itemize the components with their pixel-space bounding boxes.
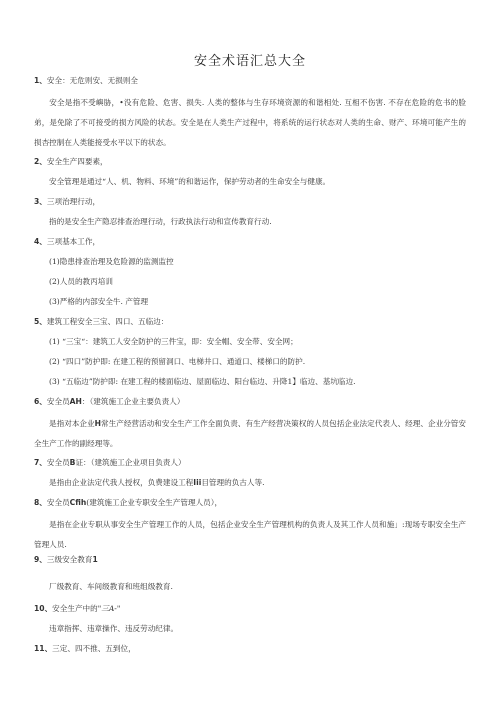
section-heading-text: 安全员 <box>46 397 70 406</box>
section-heading-text: 安全生产四要素， <box>46 157 108 166</box>
section-heading-text: 三定、四不推、五到位， <box>52 644 136 653</box>
section-6-heading <box>34 397 184 407</box>
section-number: 11、 <box>34 644 53 653</box>
grade-tag: Cfih <box>69 498 87 507</box>
paragraph-text: 是指对本企业 <box>49 419 95 428</box>
document-title: 安全术语汇总大全 <box>193 54 306 69</box>
section-7-body <box>49 478 265 488</box>
section-3-heading <box>34 197 100 207</box>
section-6-paragraph <box>34 414 466 454</box>
grade-tag: AH <box>69 397 82 406</box>
list-item: (3) “五临边”防护即: 在建工程的楼面临边、屋面临边、阳台临边、升降1】临边、基坑临边. <box>49 377 356 386</box>
section-heading-text: 安全员 <box>46 458 70 467</box>
section-heading-text: 三项基本工作， <box>46 237 101 246</box>
section-number: 9、 <box>34 555 47 564</box>
section-2-heading <box>34 157 108 167</box>
list-item: (2) “四口”防护即: 在建工程的预留洞口、电梯井口、通道口、楼梯口的防护. <box>49 357 306 366</box>
section-11-heading <box>34 644 136 654</box>
section-4-heading <box>34 237 100 247</box>
section-heading-note: (建筑施工企业专职安全生产管理人员）， <box>86 498 223 507</box>
section-heading-note: 证：（建筑施工企业项目负责人） <box>75 458 186 467</box>
paragraph-text: 常生产经营活动和安全生产工作全面负责、有生产经营决策权的人员包括企业法定代表人、经理、企业分管安全生产工作的副经理等。 <box>34 419 466 448</box>
list-item: (1)隐患排查治理及危险源的监测监控 <box>49 257 174 266</box>
section-10-body: 违章指挥、违章操作、违反劳动纪律。 <box>49 624 179 633</box>
heading-tail: "三A-" <box>97 604 121 613</box>
section-heading-text: 三项治理行动， <box>46 197 101 206</box>
section-heading-text: 安全生产中的 <box>52 604 98 613</box>
body-tag: Iii <box>193 478 202 487</box>
section-9-body: 厂级教育、车间级教育和班组级教育. <box>49 582 173 591</box>
section-8-heading <box>34 498 222 508</box>
section-number: 6、 <box>34 397 47 406</box>
list-item: (1) “三宝“：建筑工人安全防护的三件宝，即：安全帽、安全带、安全网； <box>49 337 298 346</box>
section-9-heading <box>34 555 98 565</box>
list-item: (3)严格的内部安全牛. 产管理 <box>49 297 149 306</box>
section-3-body: 指的是安全生产隐忍排查治理行动，行政执法行动和宣传教育行动. <box>49 217 272 226</box>
grade-tag: B <box>69 458 76 467</box>
paragraph-text: 是指在企业专职从事安全生产管理工作的人员，包括企业安全生产管理机构的负责人及其工作人员和施」:现场专职安全生产管理人员. <box>34 520 466 549</box>
section-10-heading <box>34 604 120 614</box>
section-number: 5、 <box>34 317 47 326</box>
section-heading-note: ：（建筑施工企业主要负责人） <box>81 397 185 406</box>
section-number: 10、 <box>34 604 53 613</box>
section-number: 3、 <box>34 197 47 206</box>
section-heading-text: 建筑工程安全三宝、四口、五临边： <box>46 317 169 326</box>
body-text: 是指由企业法定代我人授权，负费建设工程 <box>49 478 194 487</box>
section-1-paragraph <box>34 93 466 153</box>
section-number: 1、 <box>34 76 47 85</box>
section-2-body: 安全管理是通过“人、机、物料、环境”的和谐运作，保护劳动者的生命安全与健康。 <box>49 177 331 186</box>
section-8-paragraph <box>34 515 466 555</box>
section-heading-text: 三级安全教育 <box>46 555 93 564</box>
section-7-heading <box>34 458 186 468</box>
section-number: 7、 <box>34 458 47 467</box>
section-heading-text: 安全员 <box>46 498 70 507</box>
section-5-heading <box>34 317 168 327</box>
heading-tag: 1 <box>92 555 98 564</box>
list-item: (2)人员的教丙培训 <box>49 277 113 286</box>
section-heading-text: 安全：无危则安、无损则全 <box>46 76 139 85</box>
body-text: 目管理的负古人等. <box>201 478 265 487</box>
section-number: 2、 <box>34 157 47 166</box>
section-number: 4、 <box>34 237 47 246</box>
paragraph-tag: H <box>94 419 101 428</box>
section-number: 8、 <box>34 498 47 507</box>
section-1-heading <box>34 76 138 86</box>
paragraph-text: 安全是指不受嶼胁，•没有危险、危害、损失. 人类的整体与生存环境资源的和谐相处. 互相不伤害. 不存在危险的危书的脸弟，是免除了不可接受的损方风险的状态。安全是在人类生产过程中，将系统的运行状态对人类的生命、财产、环境可能产生的损杏控制在人类能接受水平以下的状态。 <box>34 98 466 147</box>
